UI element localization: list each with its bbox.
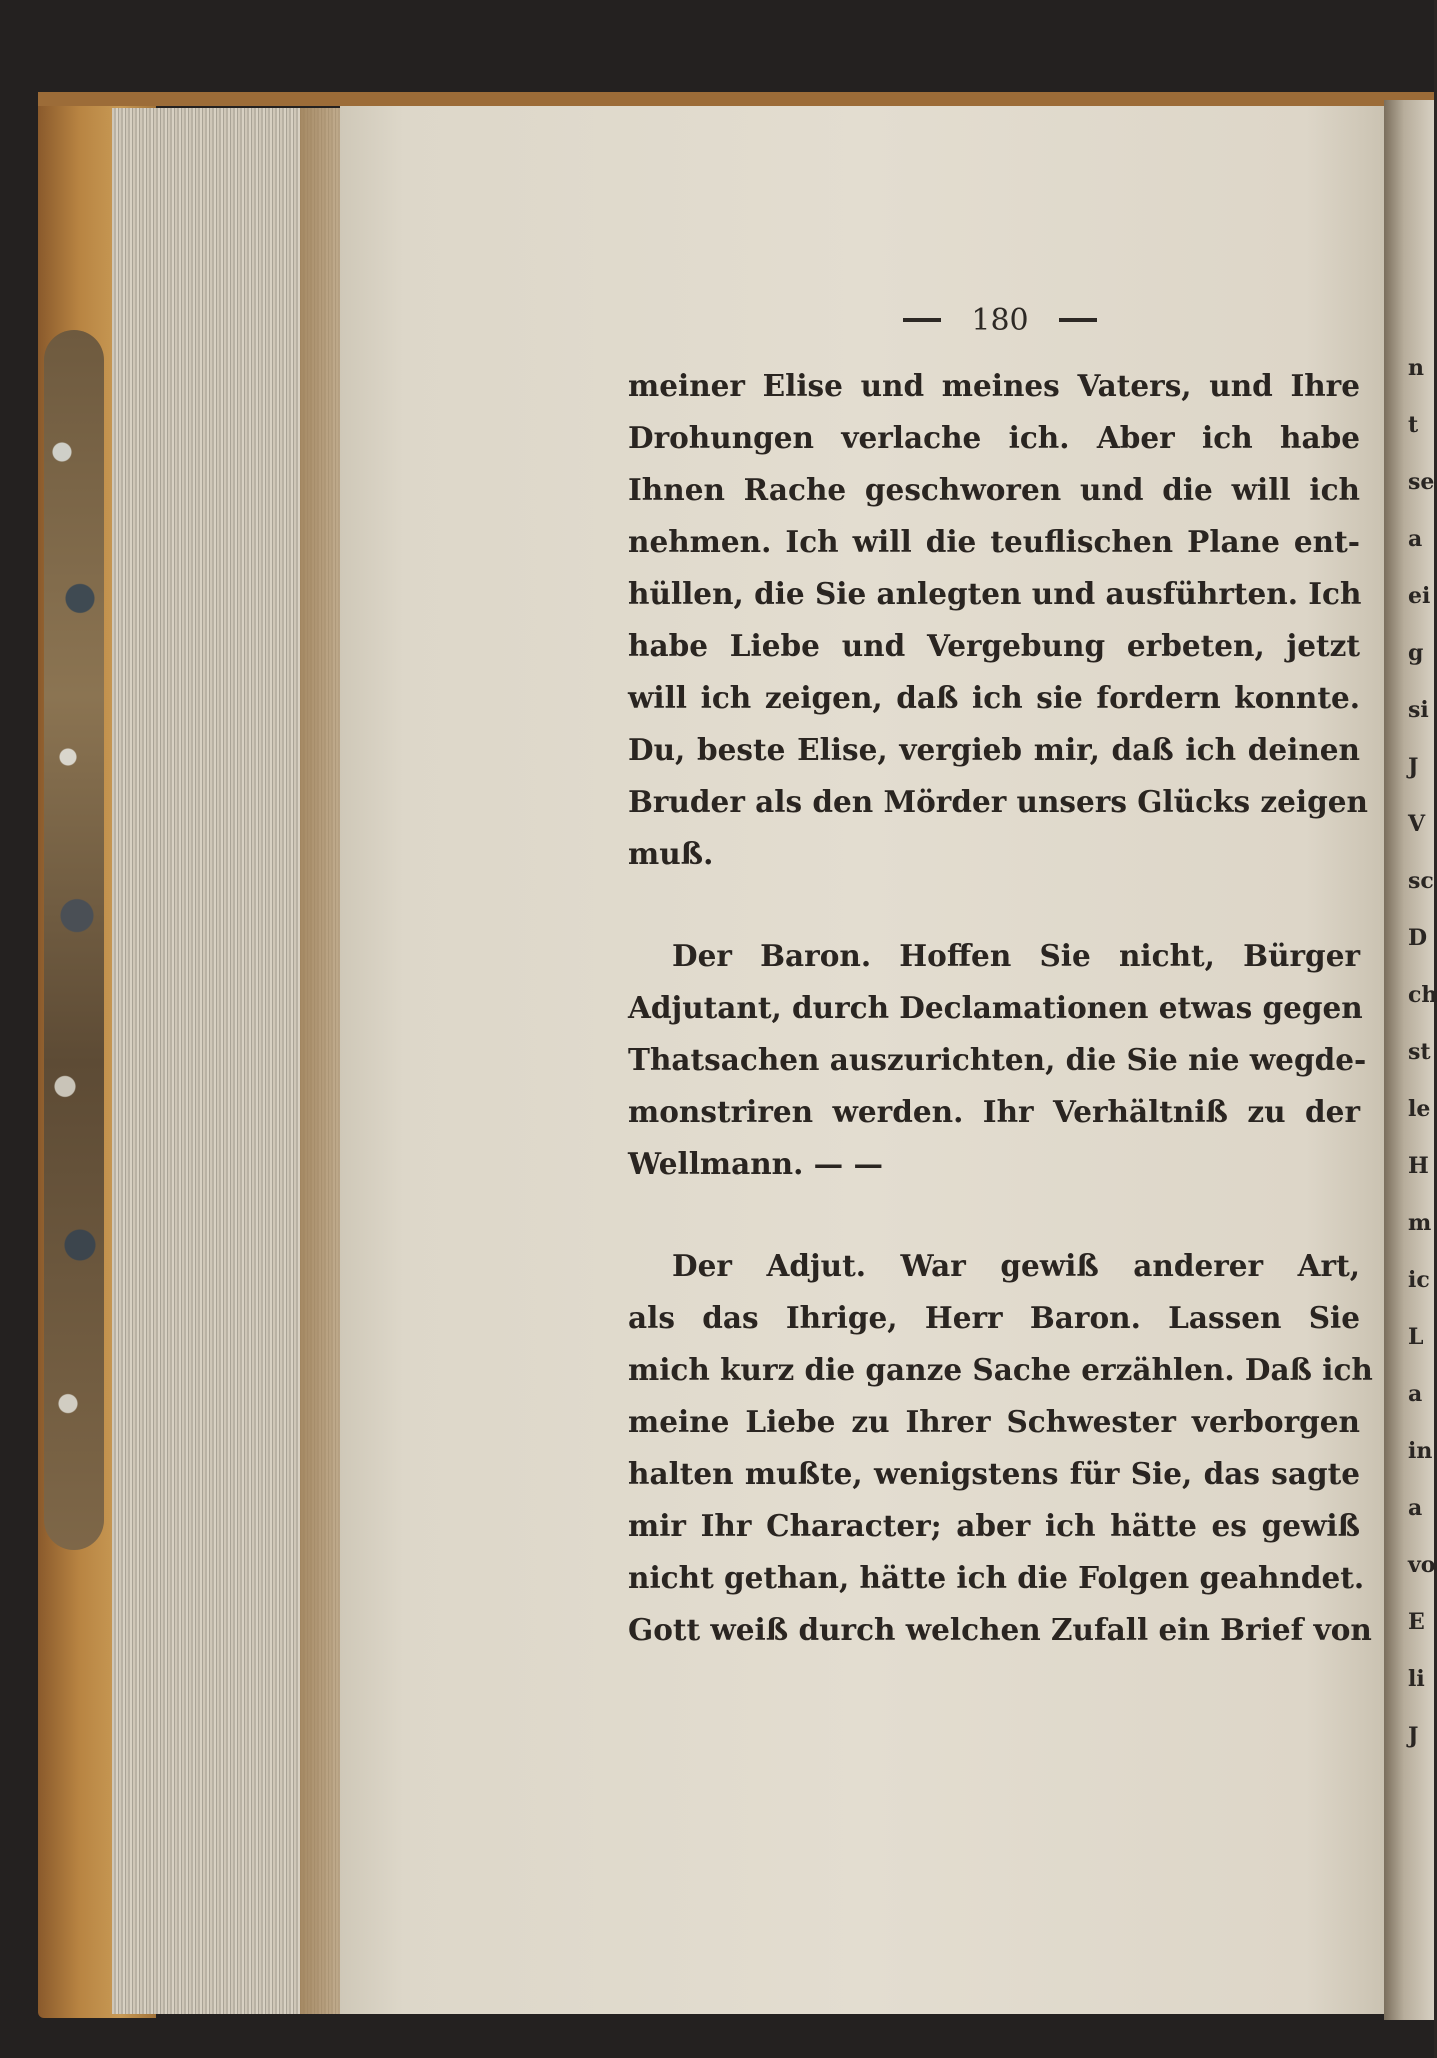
facing-page-fragment: J (1408, 754, 1419, 780)
facing-page-fragment: J (1408, 1723, 1419, 1749)
text-line: Bruder als den Mörder unsers Glücks zeigen (628, 784, 1368, 819)
text-line: halten mußte, wenigstens für Sie, das sagte (628, 1456, 1360, 1491)
facing-page-fragment: n (1408, 355, 1424, 381)
text-line: Der Adjut. War gewiß anderer Art, (672, 1248, 1360, 1283)
text-line: meine Liebe zu Ihrer Schwester verborgen (628, 1404, 1360, 1439)
text-line: habe Liebe und Vergebung erbeten, jetzt (628, 628, 1360, 663)
facing-page-fragment: a (1408, 1495, 1423, 1521)
text-line: monstriren werden. Ihr Verhältniß zu der (628, 1094, 1360, 1129)
text-line: nicht gethan, hätte ich die Folgen geahndet. (628, 1560, 1365, 1595)
page-text (628, 360, 1373, 1656)
page-edge-shadow (300, 108, 340, 2014)
header-dash-right (1059, 318, 1097, 322)
text-line: Drohungen verlache ich. Aber ich habe (628, 420, 1360, 455)
paragraph-1 (628, 360, 1368, 880)
text-line: hüllen, die Sie anlegten und ausführten. Ich (628, 576, 1362, 611)
facing-page-fragment: D (1408, 925, 1428, 951)
text-line: mich kurz die ganze Sache erzählen. Daß ich (628, 1352, 1373, 1387)
facing-page-fragment: sc (1408, 868, 1434, 894)
cover-top-edge (38, 92, 1434, 106)
text-line: Gott weiß durch welchen Zufall ein Brief von (628, 1612, 1372, 1647)
text-line: Wellmann. — — (628, 1146, 883, 1181)
facing-page-fragment: L (1408, 1324, 1424, 1350)
facing-page-fragment: a (1408, 1381, 1423, 1407)
facing-page-fragment: vo (1408, 1552, 1436, 1578)
facing-page-fragment: E (1408, 1609, 1425, 1635)
facing-page-fragment: st (1408, 1039, 1431, 1065)
header-dash-left (903, 318, 941, 322)
paragraph-2 (628, 930, 1367, 1190)
facing-page-fragment: ei (1408, 583, 1431, 609)
text-line: Thatsachen auszurichten, die Sie nie wegde- (628, 1042, 1367, 1077)
facing-page-fragment: g (1408, 640, 1424, 666)
facing-page-fragment: si (1408, 697, 1429, 723)
text-line: will ich zeigen, daß ich sie fordern konnte. (628, 680, 1360, 715)
paragraph-3 (628, 1240, 1373, 1656)
marbled-endpaper (44, 330, 104, 1550)
facing-page-fragment: ch (1408, 982, 1437, 1008)
page-number: 180 (971, 302, 1029, 338)
facing-page-fragment: a (1408, 526, 1423, 552)
text-line: muß. (628, 836, 714, 871)
text-line: Der Baron. Hoffen Sie nicht, Bürger (672, 938, 1360, 973)
facing-page-fragment: t (1408, 412, 1419, 438)
facing-page-fragment: V (1408, 811, 1426, 837)
text-line: mir Ihr Character; aber ich hätte es gewiß (628, 1508, 1360, 1543)
facing-page-fragments (1408, 340, 1437, 1749)
facing-page-fragment: se (1408, 469, 1435, 495)
text-line: meiner Elise und meines Vaters, und Ihre (628, 368, 1360, 403)
facing-page-fragment: in (1408, 1438, 1433, 1464)
text-line: nehmen. Ich will die teuflischen Plane ent- (628, 524, 1360, 559)
facing-page-fragment: m (1408, 1210, 1432, 1236)
facing-page-fragment: ic (1408, 1267, 1430, 1293)
page-header (880, 300, 1120, 340)
text-line: Du, beste Elise, vergieb mir, daß ich deinen (628, 732, 1360, 767)
text-line: Adjutant, durch Declamationen etwas gegen (628, 990, 1363, 1025)
facing-page-fragment: le (1408, 1096, 1431, 1122)
facing-page-fragment: H (1408, 1153, 1429, 1179)
text-line: Ihnen Rache geschworen und die will ich (628, 472, 1360, 507)
text-line: als das Ihrige, Herr Baron. Lassen Sie (628, 1300, 1360, 1335)
facing-page-fragment: li (1408, 1666, 1425, 1692)
